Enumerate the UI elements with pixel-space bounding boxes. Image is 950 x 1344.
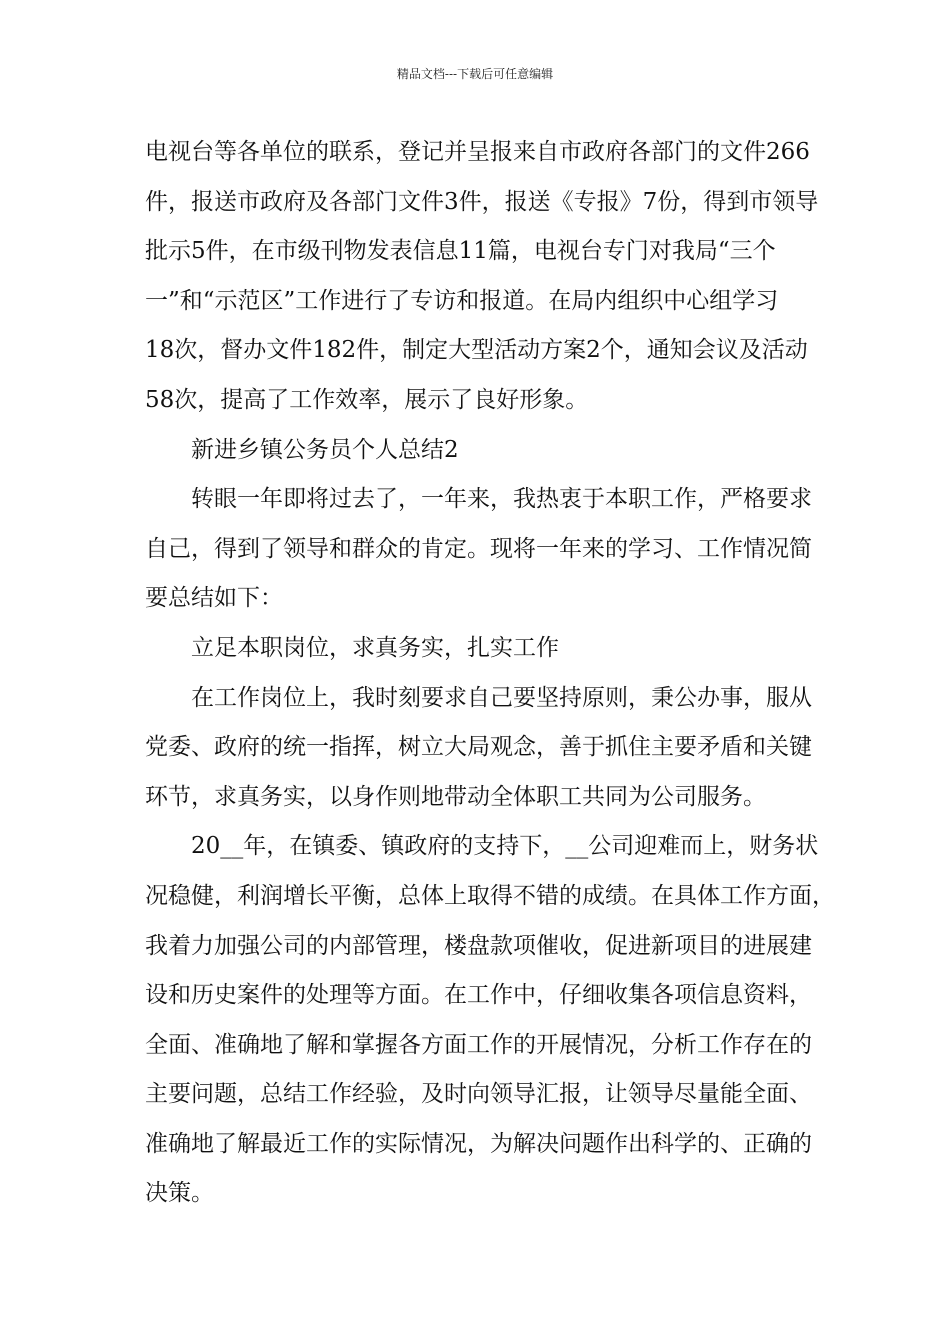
text-line: 况稳健，利润增长平衡，总体上取得不错的成绩。在具体工作方面， — [145, 882, 835, 909]
text-line: 准确地了解最近工作的实际情况，为解决问题作出科学的、正确的 — [145, 1130, 812, 1157]
text-line: 电视台等各单位的联系，登记并呈报来自市政府各部门的文件266 — [145, 139, 810, 165]
text-line: 决策。 — [145, 1180, 214, 1207]
section-subheading: 立足本职岗位，求真务实，扎实工作 — [191, 634, 559, 661]
text-line: 58次，提高了工作效率，展示了良好形象。 — [145, 386, 589, 413]
text-line: 主要问题，总结工作经验，及时向领导汇报，让领导尽量能全面、 — [145, 1081, 812, 1108]
text-line: 批示5件，在市级刊物发表信息11篇，电视台专门对我局“三个 — [145, 238, 776, 265]
text-line: 在工作岗位上，我时刻要求自己要坚持原则，秉公办事，服从 — [191, 684, 812, 711]
text-line: 党委、政府的统一指挥，树立大局观念，善于抓住主要矛盾和关键 — [145, 734, 812, 761]
text-line: 设和历史案件的处理等方面。在工作中，仔细收集各项信息资料， — [145, 982, 812, 1009]
text-line: 20__年，在镇委、镇政府的支持下，__公司迎难而上，财务状 — [191, 833, 819, 860]
text-line: 18次，督办文件182件，制定大型活动方案2个，通知会议及活动 — [145, 337, 808, 364]
page-header: 精品文档---下载后可任意编辑 — [396, 67, 554, 81]
text-line: 全面、准确地了解和掌握各方面工作的开展情况，分析工作存在的 — [145, 1031, 812, 1058]
section-heading: 新进乡镇公务员个人总结2 — [191, 436, 459, 463]
text-line: 我着力加强公司的内部管理，楼盘款项催收，促进新项目的进展建 — [145, 932, 812, 959]
text-line: 要总结如下： — [145, 585, 283, 612]
text-line: 件，报送市政府及各部门文件3件，报送《专报》7份，得到市领导 — [145, 188, 819, 215]
text-line: 一”和“示范区”工作进行了专访和报道。在局内组织中心组学习 — [145, 287, 779, 314]
text-line: 自己，得到了领导和群众的肯定。现将一年来的学习、工作情况简 — [145, 535, 812, 562]
text-line: 环节，求真务实，以身作则地带动全体职工共同为公司服务。 — [145, 783, 766, 810]
text-line: 转眼一年即将过去了，一年来，我热衷于本职工作，严格要求 — [191, 486, 812, 513]
document-body — [145, 128, 835, 1219]
